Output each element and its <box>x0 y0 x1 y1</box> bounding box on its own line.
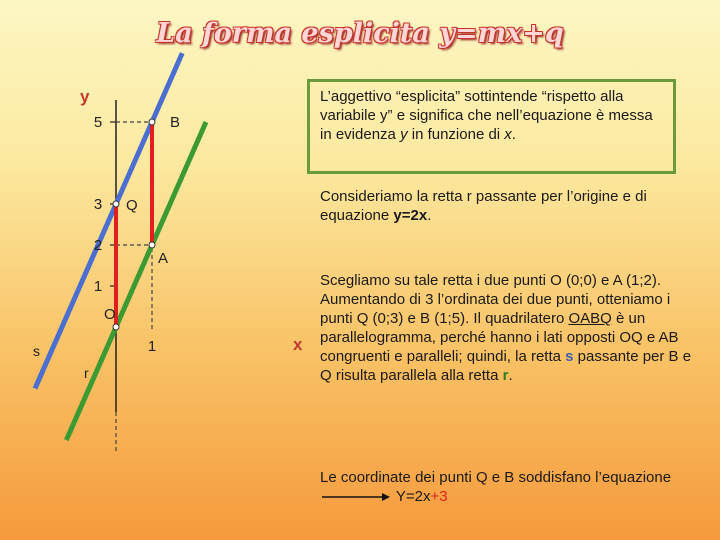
y-tick-label-1: 1 <box>93 278 103 295</box>
para2-line-s: s <box>565 348 574 365</box>
para2-text-2: è un parallelogramma, perché hanno i lati opposti OQ e AB congruenti e paralleli; quindi, la retta <box>320 310 679 365</box>
label-point-O: O <box>104 306 116 323</box>
point-O <box>113 324 119 330</box>
para3-text: Le coordinate dei punti Q e B soddisfano l’equazione <box>320 469 672 486</box>
box-var-y: y <box>400 126 408 143</box>
point-Q <box>113 201 119 207</box>
para1-end: . <box>427 207 432 224</box>
y-axis-label: y <box>80 87 90 106</box>
label-point-Q: Q <box>126 197 138 214</box>
paragraph-equation <box>320 468 700 506</box>
para2-text-3: passante per B e Q risulta parallela alla retta <box>320 348 692 384</box>
x-axis-label: x <box>293 335 303 354</box>
box-text-1: L’aggettivo “esplicita” sottintende “rispetto alla variabile y” e significa che nell’equazione è messa in evidenza <box>320 88 653 143</box>
explanation-box <box>307 79 676 174</box>
box-text-3: . <box>511 126 516 143</box>
box-text-2: in funzione di <box>407 126 505 143</box>
y-tick-label-5: 5 <box>93 114 103 131</box>
line-r <box>66 122 206 440</box>
label-point-A: A <box>158 250 169 267</box>
y-tick-label-2: 2 <box>93 237 103 254</box>
para2-quadrilateral: OABQ <box>568 310 612 327</box>
para1-text: Consideriamo la retta r passante per l’origine e di equazione <box>320 188 647 224</box>
paragraph-retta-r <box>320 187 700 225</box>
arrow-icon <box>320 492 392 502</box>
paragraph-parallelogram <box>320 271 700 385</box>
box-var-x: x <box>504 126 512 143</box>
point-A <box>149 242 155 248</box>
para2-text-1: Scegliamo su tale retta i due punti O (0;0) e A (1;2). Aumentando di 3 l’ordinata dei due punti, otteniamo i punti Q (0;3) e B (1;5). Il quadrilatero <box>320 272 671 327</box>
slide-title: La forma esplicita y=mx+q <box>156 18 564 49</box>
y-tick-label-3: 3 <box>93 196 103 213</box>
label-line-r: r <box>84 365 89 381</box>
label-point-B: B <box>170 114 181 131</box>
x-tick-label-1: 1 <box>147 338 157 355</box>
para2-text-4: . <box>508 367 513 384</box>
equation-offset: +3 <box>430 488 448 505</box>
para1-equation: y=2x <box>393 207 428 224</box>
label-line-s: s <box>33 343 40 359</box>
para2-line-r: r <box>502 367 509 384</box>
point-B <box>149 119 155 125</box>
equation-main: Y=2x <box>395 488 431 505</box>
